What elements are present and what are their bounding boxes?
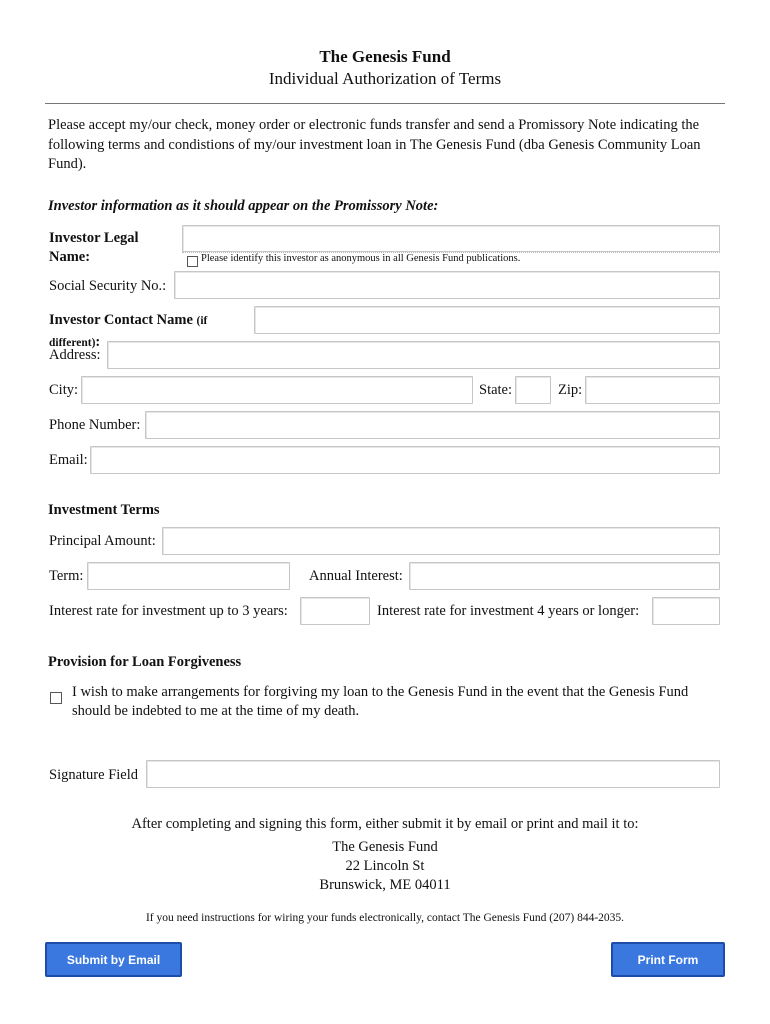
annual-interest-input[interactable] <box>409 562 720 590</box>
form-title: The Genesis Fund <box>319 47 451 66</box>
intro-paragraph: Please accept my/our check, money order or electronic funds transfer and send a Promissory Note indicating the following terms and condistions of my/our investment loan in The Genesis Fund (dba Genesis Community Loan Fund). <box>48 117 701 172</box>
contact-name-colon: : <box>95 334 101 350</box>
form-subtitle: Individual Authorization of Terms <box>268 69 502 88</box>
zip-input[interactable] <box>585 376 720 404</box>
state-label: State: <box>479 382 513 398</box>
phone-label: Phone Number: <box>49 417 141 433</box>
forgiveness-text-line2: should be indebted to me at the time of my death. <box>72 703 360 719</box>
submit-by-email-button[interactable]: Submit by Email <box>45 942 182 977</box>
wiring-note: If you need instructions for wiring your funds electronically, contact The Genesis Fund (207) 844-2035. <box>145 912 625 924</box>
anonymous-checkbox-label: Please identify this investor as anonymous in all Genesis Fund publications. <box>201 253 521 264</box>
state-input[interactable] <box>515 376 551 404</box>
submit-instructions: After completing and signing this form, either submit it by email or print and mail it to: <box>131 816 639 832</box>
mailing-address-line3: Brunswick, ME 04011 <box>319 877 451 893</box>
address-input[interactable] <box>107 341 720 369</box>
contact-name-label-note: (if <box>196 315 208 327</box>
contact-name-different-text: different) <box>49 337 96 349</box>
rate-long-input[interactable] <box>652 597 720 625</box>
mailing-address-line2: 22 Lincoln St <box>345 858 425 874</box>
principal-input[interactable] <box>162 527 720 555</box>
forgiveness-text-line1: I wish to make arrangements for forgiving my loan to the Genesis Fund in the event that the Genesis Fund <box>72 684 689 700</box>
city-label: City: <box>49 382 79 398</box>
phone-input[interactable] <box>145 411 720 439</box>
ssn-label: Social Security No.: <box>49 278 167 294</box>
term-label: Term: <box>49 568 84 584</box>
contact-name-label <box>49 311 207 330</box>
legal-name-label-line1: Investor Legal <box>49 230 139 246</box>
principal-label: Principal Amount: <box>49 533 156 549</box>
mailing-address-line1: The Genesis Fund <box>332 839 438 855</box>
term-input[interactable] <box>87 562 290 590</box>
rate-long-label: Interest rate for investment 4 years or longer: <box>377 603 640 619</box>
rate-short-label: Interest rate for investment up to 3 years: <box>49 603 288 619</box>
anonymous-checkbox[interactable] <box>187 256 198 267</box>
legal-name-input[interactable] <box>182 225 720 252</box>
ssn-input[interactable] <box>174 271 720 299</box>
print-form-button[interactable]: Print Form <box>611 942 725 977</box>
city-input[interactable] <box>81 376 473 404</box>
investor-section-heading: Investor information as it should appear on the Promissory Note: <box>48 198 439 214</box>
investment-terms-heading: Investment Terms <box>48 502 160 518</box>
signature-label: Signature Field <box>49 767 139 783</box>
header-divider <box>45 103 725 104</box>
address-label: Address: <box>49 347 101 363</box>
rate-short-input[interactable] <box>300 597 370 625</box>
legal-name-label-line2: Name: <box>49 249 91 265</box>
annual-interest-label: Annual Interest: <box>309 568 403 584</box>
email-input[interactable] <box>90 446 720 474</box>
forgiveness-checkbox[interactable] <box>50 692 62 704</box>
forgiveness-heading: Provision for Loan Forgiveness <box>48 654 242 670</box>
signature-input[interactable] <box>146 760 720 788</box>
contact-name-input[interactable] <box>254 306 720 334</box>
zip-label: Zip: <box>558 382 583 398</box>
contact-name-label-text: Investor Contact Name <box>49 312 193 328</box>
email-label: Email: <box>49 452 88 468</box>
